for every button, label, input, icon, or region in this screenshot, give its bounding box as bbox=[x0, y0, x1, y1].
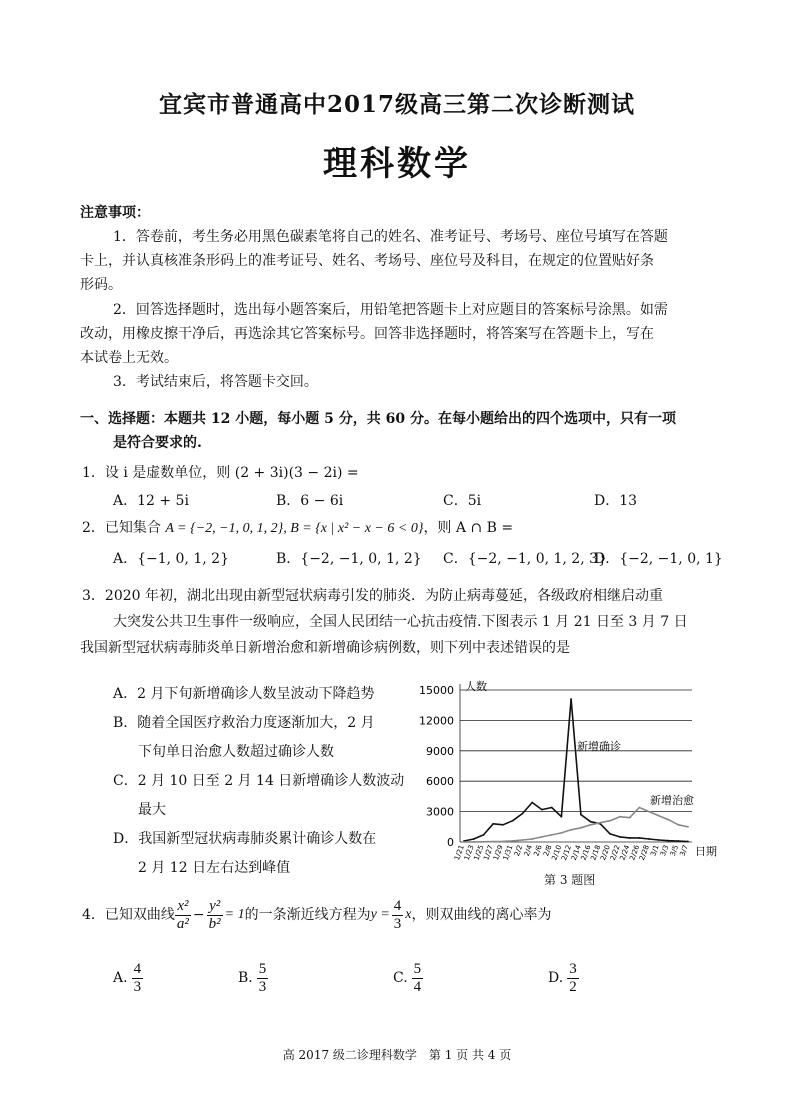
q3-option-c-line1: C．2 月 10 日至 2 月 14 日新增确诊人数波动 bbox=[113, 773, 405, 789]
q1-stem: 1．设 i 是虚数单位，则 (2 + 3i)(3 − 2i) = bbox=[82, 465, 359, 481]
q2-stem-pre: 2．已知集合 bbox=[82, 520, 166, 536]
q2-stem-post: ，则 A ∩ B = bbox=[423, 520, 514, 536]
x-tick-label: 2/24 bbox=[618, 843, 632, 862]
q1-option-b: B．6 − 6i bbox=[276, 493, 344, 509]
q4-hyperbola-y-term bbox=[207, 898, 223, 933]
x-tick-label: 2/14 bbox=[569, 843, 583, 862]
point-confirmed bbox=[551, 807, 553, 809]
point-cured bbox=[492, 841, 494, 843]
point-cured bbox=[658, 815, 660, 817]
q3-chart bbox=[405, 672, 735, 864]
notice-item1-line1: 1．答卷前，考生务必用黑色碳素笔将自己的姓名、准考证号、考场号、座位号填写在答题 bbox=[113, 229, 668, 245]
q4-option-b bbox=[238, 956, 268, 1000]
notice-heading: 注意事项： bbox=[80, 205, 150, 221]
q2-stem bbox=[82, 518, 513, 539]
q4-stem-mid: 的一条渐近线方程为 bbox=[244, 907, 371, 923]
q4-hyperbola-x-term bbox=[175, 898, 191, 933]
q4-hyperbola-y-num: y² bbox=[207, 898, 223, 916]
x-tick-label: 2/6 bbox=[532, 843, 544, 858]
y-tick-label: 6000 bbox=[426, 775, 454, 789]
q4-option-d-den: 2 bbox=[569, 978, 577, 995]
notice-item2-line3: 本试卷上无效。 bbox=[80, 350, 178, 366]
notice-item1-line2: 卡上，并认真核准条形码上的准考证号、姓名、考场号、座位号及科目，在规定的位置贴好条 bbox=[80, 253, 654, 269]
chart-y-ticks bbox=[419, 684, 454, 849]
point-confirmed bbox=[570, 698, 572, 700]
q4-option-d bbox=[548, 956, 579, 1000]
point-cured bbox=[638, 807, 640, 809]
notice-item2-line1: 2．回答选择题时，选出每小题答案后，用铅笔把答题卡上对应题目的答案标号涂黑。如需 bbox=[113, 302, 668, 318]
x-tick-label: 1/31 bbox=[501, 843, 515, 862]
q4-option-d-label: D. bbox=[548, 970, 564, 986]
point-cured bbox=[560, 832, 562, 834]
q4-option-b-den: 3 bbox=[258, 978, 267, 995]
subject-title: 理科数学 bbox=[323, 144, 471, 184]
x-tick-label: 1/21 bbox=[452, 843, 466, 862]
point-cured bbox=[590, 824, 592, 826]
point-cured bbox=[463, 841, 465, 843]
q2-option-b: B．{−2, −1, 0, 1, 2} bbox=[276, 551, 422, 567]
section1-heading-line2: 是符合要求的. bbox=[113, 435, 202, 451]
q4-option-a-den: 3 bbox=[133, 978, 142, 995]
point-confirmed bbox=[658, 839, 660, 841]
point-cured bbox=[483, 841, 485, 843]
q4-asymptote-var: x bbox=[405, 907, 412, 922]
point-cured bbox=[609, 820, 611, 822]
q4-option-c-num: 5 bbox=[413, 960, 422, 977]
x-tick-label: 2/16 bbox=[579, 843, 593, 862]
point-confirmed bbox=[648, 838, 650, 840]
x-tick-label: 3/5 bbox=[668, 843, 681, 858]
chart-series-label-cured: 新增治愈 bbox=[650, 794, 694, 807]
q4-stem-post: ，则双曲线的离心率为 bbox=[411, 907, 552, 923]
q3-option-d-line1: D．我国新型冠状病毒肺炎累计确诊人数在 bbox=[113, 831, 377, 847]
point-confirmed bbox=[609, 833, 611, 835]
chart-y-axis-label: 人数 bbox=[465, 680, 487, 693]
point-cured bbox=[580, 827, 582, 829]
q3-option-a: A．2 月下旬新增确诊人数呈波动下降趋势 bbox=[113, 686, 375, 702]
q4-stem-pre: 4．已知双曲线 bbox=[82, 907, 175, 923]
point-cured bbox=[502, 840, 504, 842]
y-tick-label: 0 bbox=[447, 836, 454, 849]
q2-option-a: A．{−1, 0, 1, 2} bbox=[113, 551, 229, 567]
notice-item2-line2: 改动，用橡皮擦干净后，再选涂其它答案标号。回答非选择题时，将答案写在答题卡上，写在 bbox=[80, 326, 654, 342]
y-tick-label: 9000 bbox=[426, 744, 454, 758]
q4-asymptote-num: 4 bbox=[393, 897, 402, 914]
q4-option-c bbox=[393, 956, 423, 1000]
q1-option-c: C．5i bbox=[443, 493, 482, 509]
q4-hyperbola-rhs: = 1 bbox=[224, 907, 245, 922]
point-cured bbox=[541, 836, 543, 838]
q4-hyperbola-y-den: b² bbox=[208, 915, 221, 932]
point-confirmed bbox=[629, 837, 631, 839]
point-cured bbox=[619, 816, 621, 818]
x-tick-label: 2/2 bbox=[512, 843, 525, 858]
x-tick-label: 2/28 bbox=[638, 843, 651, 862]
q4-option-a-label: A. bbox=[113, 970, 128, 986]
q4-option-a bbox=[113, 956, 143, 1000]
point-cured bbox=[570, 829, 572, 831]
x-tick-label: 2/4 bbox=[522, 843, 535, 858]
y-tick-label: 15000 bbox=[419, 684, 454, 697]
x-tick-label: 1/27 bbox=[482, 843, 496, 862]
x-tick-label: 2/8 bbox=[542, 843, 554, 858]
exam-title: 宜宾市普通高中2017级高三第二次诊断测试 bbox=[158, 91, 635, 118]
x-tick-label: 1/23 bbox=[462, 843, 476, 862]
y-tick-label: 3000 bbox=[426, 805, 454, 819]
chart-series-label-confirmed: 新增确诊 bbox=[577, 740, 621, 753]
q1-option-a: A．12 + 5i bbox=[113, 493, 189, 509]
q3-option-b-line1: B．随着全国医疗救治力度逐渐加大，2 月 bbox=[113, 715, 375, 731]
point-cured bbox=[473, 841, 475, 843]
q3-stem-line1: 3．2020 年初，湖北出现由新型冠状病毒引发的肺炎．为防止病毒蔓延，各级政府相继启动重 bbox=[82, 588, 663, 604]
page-footer: 高 2017 级二诊理科数学 第 1 页 共 4 页 bbox=[282, 1048, 512, 1062]
x-tick-label: 2/10 bbox=[550, 843, 564, 862]
point-confirmed bbox=[483, 834, 485, 836]
q4-option-b-num: 5 bbox=[258, 960, 267, 977]
notice-item3: 3．考试结束后，将答题卡交回。 bbox=[113, 374, 318, 390]
point-cured bbox=[531, 838, 533, 840]
q4-asymptote-slope bbox=[392, 898, 404, 933]
point-cured bbox=[648, 811, 650, 813]
q4-asymptote-den: 3 bbox=[393, 915, 402, 932]
point-confirmed bbox=[580, 814, 582, 816]
x-tick-label: 3/3 bbox=[659, 843, 671, 858]
point-cured bbox=[551, 834, 553, 836]
x-tick-label: 1/29 bbox=[491, 843, 505, 862]
chart-x-axis-label: 日期 bbox=[695, 845, 717, 858]
q4-asymptote-lhs: y = bbox=[370, 907, 390, 922]
q3-stem-line2: 大突发公共卫生事件一级响应，全国人民团结一心抗击疫情.下图表示 1 月 21 日至 3 月 7 日 bbox=[113, 614, 688, 630]
point-confirmed bbox=[677, 840, 679, 842]
q4-option-d-num: 3 bbox=[569, 960, 577, 977]
point-confirmed bbox=[590, 821, 592, 823]
x-tick-label: 1/25 bbox=[472, 843, 486, 862]
point-confirmed bbox=[473, 838, 475, 840]
chart-x-ticks bbox=[453, 843, 690, 861]
q3-option-d-line2: 2 月 12 日左右达到峰值 bbox=[138, 860, 291, 876]
point-confirmed bbox=[541, 809, 543, 811]
x-tick-label: 2/26 bbox=[628, 843, 642, 862]
point-cured bbox=[687, 826, 689, 828]
point-confirmed bbox=[522, 813, 524, 815]
point-confirmed bbox=[502, 824, 504, 826]
x-tick-label: 2/18 bbox=[589, 843, 603, 862]
point-confirmed bbox=[687, 841, 689, 843]
point-confirmed bbox=[492, 823, 494, 825]
q3-stem-line3: 我国新型冠状病毒肺炎单日新增治愈和新增确诊病例数，则下列中表述错误的是 bbox=[80, 640, 570, 656]
q1-option-d: D．13 bbox=[594, 493, 638, 509]
point-cured bbox=[677, 824, 679, 826]
q3-option-c-line2: 最大 bbox=[138, 802, 166, 818]
point-confirmed bbox=[668, 840, 670, 842]
x-tick-label: 3/7 bbox=[678, 843, 690, 858]
point-confirmed bbox=[531, 802, 533, 804]
q2-option-c: C．{−2, −1, 0, 1, 2, 3} bbox=[443, 551, 607, 567]
point-confirmed bbox=[512, 820, 514, 822]
notice-item1-line3: 形码。 bbox=[80, 277, 122, 293]
section1-heading-line1: 一、选择题：本题共 12 小题，每小题 5 分，共 60 分。在每小题给出的四个选项中，只有一项 bbox=[80, 411, 676, 427]
q4-option-c-label: C. bbox=[393, 970, 408, 986]
x-tick-label: 2/12 bbox=[560, 843, 574, 862]
q3-chart-caption: 第 3 题图 bbox=[544, 873, 596, 887]
x-tick-label: 2/22 bbox=[608, 843, 622, 862]
point-cured bbox=[668, 819, 670, 821]
point-cured bbox=[599, 822, 601, 824]
x-tick-label: 3/1 bbox=[649, 843, 661, 858]
point-cured bbox=[629, 817, 631, 819]
q4-stem: 4．已知双曲线 $\frac{\text{x²}}{\text{a²}}$ − $\frac{\text{y²}}{\text{b²}}$ = 1 的一条渐近线方程为 y = $\frac{4}{3}$ x ，则双曲线的离心率为 bbox=[82, 897, 552, 932]
q4-option-b-label: B. bbox=[238, 970, 253, 986]
point-cured bbox=[522, 839, 524, 841]
point-confirmed bbox=[619, 836, 621, 838]
q2-option-d: D．{−2, −1, 0, 1} bbox=[594, 551, 723, 567]
point-confirmed bbox=[560, 816, 562, 818]
q4-hyperbola-x-den: a² bbox=[176, 915, 189, 932]
y-tick-label: 12000 bbox=[419, 714, 454, 728]
q4-option-a-num: 4 bbox=[133, 960, 142, 977]
point-cured bbox=[512, 840, 514, 842]
q4-hyperbola-x-num: x² bbox=[175, 898, 191, 916]
x-tick-label: 2/20 bbox=[599, 843, 612, 862]
chart-series bbox=[463, 698, 689, 843]
point-confirmed bbox=[638, 837, 640, 839]
q2-stem-math: A = {−2, −1, 0, 1, 2}, B = {x | x² − x − 6 < 0} bbox=[165, 521, 424, 536]
q4-option-c-den: 4 bbox=[413, 978, 422, 995]
q3-option-b-line2: 下旬单日治愈人数超过确诊人数 bbox=[138, 744, 334, 760]
